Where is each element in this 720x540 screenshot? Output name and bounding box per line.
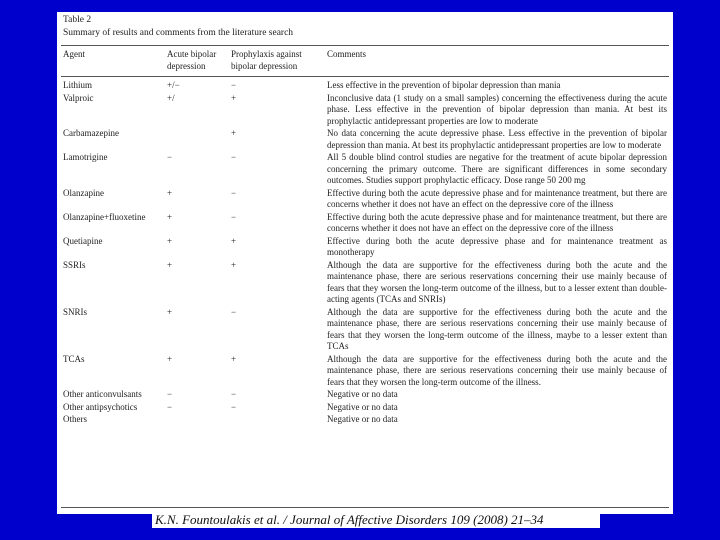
prophylaxis-cell: +	[231, 259, 237, 270]
agent-cell: SSRIs	[63, 259, 86, 270]
table-row	[57, 188, 673, 211]
header-agent: Agent	[63, 49, 85, 59]
acute-cell: +	[167, 306, 173, 317]
acute-cell: −	[167, 401, 173, 412]
acute-cell: +/−	[167, 80, 180, 90]
table-row	[57, 414, 673, 426]
prophylaxis-cell: −	[231, 187, 237, 198]
comment-cell: Less effective in the prevention of bipolar depression than mania	[327, 80, 561, 90]
prophylaxis-cell: −	[231, 306, 237, 317]
comment-cell: Although the data are supportive for the effectiveness during both the acute and the maintenance phase, there are serious reservations concerning their use mainly because of fears that they worsen the long-term outcome of the illness, but to a lesser extent than double-acting agents (TCAs and SNRIs)	[327, 259, 667, 304]
table-row	[57, 402, 673, 414]
acute-cell: −	[167, 389, 173, 399]
prophylaxis-cell: +	[231, 128, 237, 138]
prophylaxis-cell: −	[231, 211, 237, 222]
bottom-rule	[61, 507, 669, 508]
header-prophylaxis: Prophylaxis against bipolar depression	[231, 49, 302, 71]
agent-cell: Valproic	[63, 92, 94, 103]
agent-cell: Olanzapine	[63, 187, 104, 198]
comment-cell: Effective during both the acute depressive phase and for maintenance treatment as monotherapy	[327, 235, 667, 257]
table-row	[57, 128, 673, 151]
header-comments: Comments	[327, 49, 367, 59]
acute-cell: +	[167, 211, 173, 222]
agent-cell: Others	[63, 414, 87, 424]
journal-table-page	[57, 12, 673, 514]
table-row	[57, 212, 673, 235]
table-row	[57, 152, 673, 187]
table-row	[57, 93, 673, 128]
prophylaxis-cell: −	[231, 401, 237, 412]
acute-cell: +	[167, 259, 173, 270]
agent-cell: Other anticonvulsants	[63, 389, 142, 399]
prophylaxis-cell: −	[231, 389, 237, 399]
acute-cell: +	[167, 353, 173, 364]
table-row	[57, 260, 673, 306]
header-rule	[61, 76, 669, 77]
table-summary-title: Summary of results and comments from the literature search	[63, 28, 294, 38]
table-caption	[63, 14, 293, 40]
table-row	[57, 389, 673, 401]
comment-cell: Negative or no data	[327, 389, 398, 399]
agent-cell: SNRIs	[63, 306, 88, 317]
top-rule	[61, 45, 669, 46]
agent-cell: Lithium	[63, 80, 92, 90]
prophylaxis-cell: +	[231, 92, 237, 103]
acute-cell: +	[167, 235, 173, 246]
agent-cell: Other antipsychotics	[63, 401, 138, 412]
comment-cell: Effective during both the acute depressive phase and for maintenance treatment, but there are concerns whether it does not have an effect on the depressive core of the illness	[327, 211, 667, 233]
agent-cell: Olanzapine+fluoxetine	[63, 211, 146, 222]
table-row	[57, 354, 673, 389]
acute-cell: −	[167, 152, 173, 162]
prophylaxis-cell: −	[231, 152, 237, 162]
comment-cell: Although the data are supportive for the effectiveness during both the acute and the maintenance phase, there are serious reservations concerning their use mainly because of fears that they worsen the long-term outcome of the illness.	[327, 353, 667, 387]
table-row	[57, 80, 673, 92]
comment-cell: Although the data are supportive for the effectiveness during both the acute and the maintenance phase, there are serious reservations concerning their use mainly because of fears that they worsen the long-term outcome of the illness, maybe to a lesser extent than TCAs	[327, 306, 667, 351]
agent-cell: Quetiapine	[63, 235, 103, 246]
comment-cell: All 5 double blind control studies are negative for the treatment of acute bipolar depression concerning the primary outcome. There are significant differences in some secondary outcomes. Studies support prophylactic efficacy. Dose range 50 200 mg	[327, 152, 667, 185]
comment-cell: Effective during both the acute depressive phase and for maintenance treatment, but there are concerns whether it does not have an effect on the depressive core of the illness	[327, 187, 667, 209]
agent-cell: Lamotrigine	[63, 152, 108, 162]
comment-cell: Negative or no data	[327, 414, 398, 424]
prophylaxis-cell: +	[231, 235, 237, 246]
table-row	[57, 307, 673, 353]
comment-cell: Inconclusive data (1 study on a small samples) concerning the effectiveness during the acute phase. Less effective in the prevention of bipolar depression than mania. At best its prophylactic antidepressant properties are low to moderate	[327, 92, 667, 126]
table-row	[57, 236, 673, 259]
agent-cell: TCAs	[63, 353, 85, 364]
prophylaxis-cell: −	[231, 80, 237, 90]
agent-cell: Carbamazepine	[63, 128, 119, 138]
header-acute: Acute bipolar depression	[167, 49, 217, 71]
comment-cell: Negative or no data	[327, 401, 398, 412]
prophylaxis-cell: +	[231, 353, 237, 364]
acute-cell: +	[167, 187, 173, 198]
comment-cell: No data concerning the acute depressive phase. Less effective in the prevention of bipolar depression than mania. At best its prophylactic antidepressant properties are low to moderate	[327, 128, 667, 150]
table-body	[57, 80, 673, 427]
citation-footer: K.N. Fountoulakis et al. / Journal of Affective Disorders 109 (2008) 21–34	[152, 511, 600, 528]
acute-cell: +/	[167, 92, 175, 103]
table-number: Table 2	[63, 15, 92, 25]
